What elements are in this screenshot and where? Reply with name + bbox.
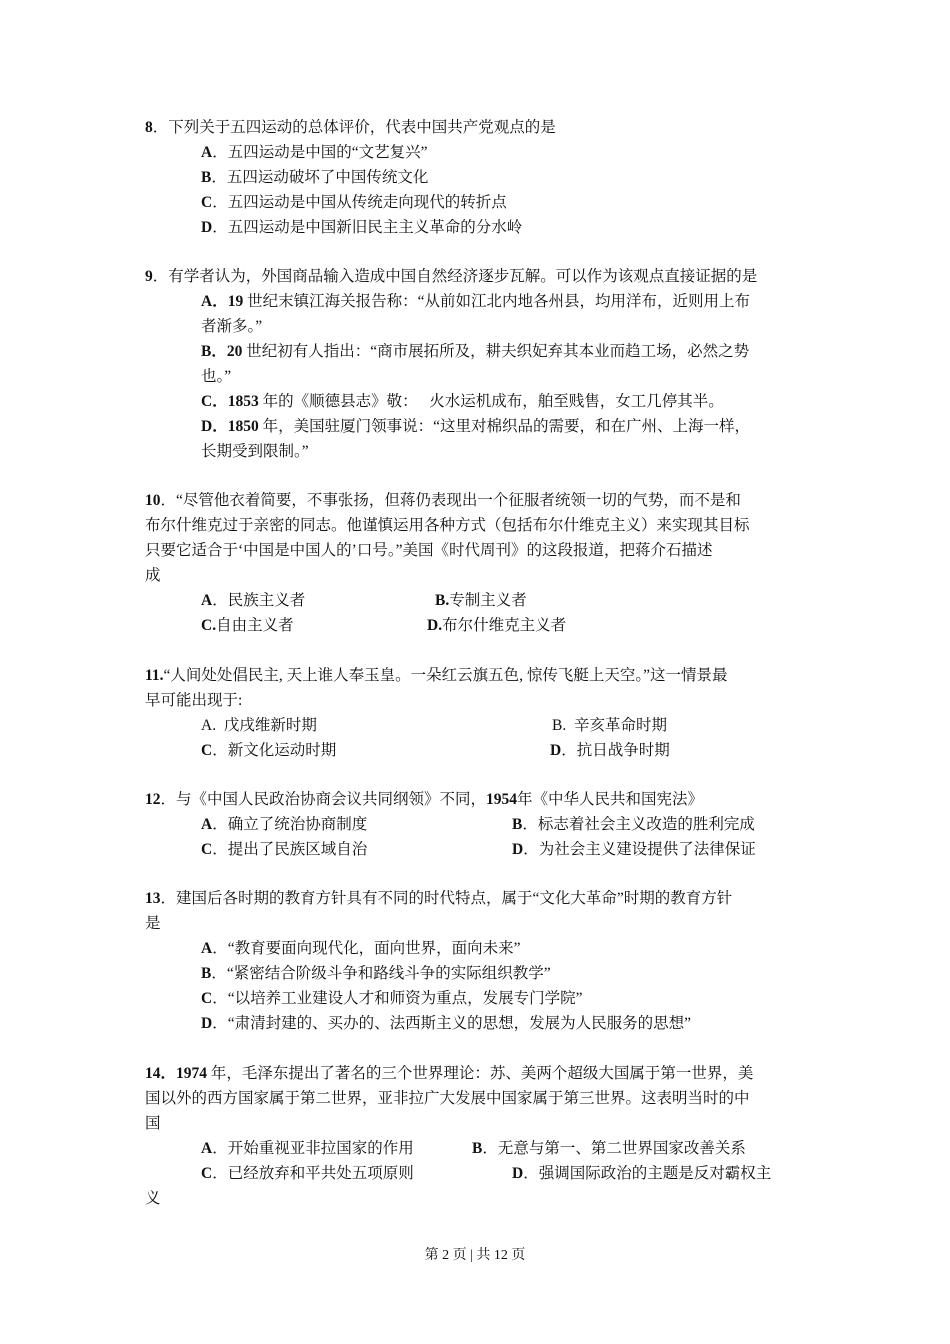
option-letter: D [512,841,524,858]
option-letter: A [201,1140,213,1157]
option-letter: C [201,990,213,1007]
option-text: ．无意与第一、第二世界国家改善关系 [482,1140,746,1157]
option-text: ．为社会主义建设提供了法律保证 [523,841,756,858]
question-11-stem [145,666,728,686]
option-letter: D [550,742,562,759]
option-letter: A. [201,717,217,734]
stem-text: 国以外的西方国家属于第二世界，亚非拉广大发展中国家属于第三世界。这表明当时的中 [145,1090,750,1107]
stem-text: 年《中华人民共和国宪法》 [517,791,704,808]
option-a: A．19 世纪末镇江海关报告称：“从前如江北内地各州县，均用洋布，近则用上布 [201,293,750,310]
option-text: ．新文化运动时期 [212,742,337,759]
option-text: ．五四运动是中国新旧民主主义革命的分水岭 [212,219,523,236]
option-b [552,716,667,736]
option-letter: B [512,816,523,833]
option-text: 自由主义者 [216,617,294,634]
year: 1850 [227,418,259,435]
question-number: 10 [145,492,161,509]
stem-text: 只要它适合于‘中国是中国人的’口号。”美国《时代周刊》的这段报道，把蒋介石描述 [145,542,713,559]
option-b: B．20 世纪初有人指出：“商市展拓所及，耕夫织妃弃其本业而趋工场，必然之势 [201,343,750,360]
option-text: ．开始重视亚非拉国家的作用 [212,1140,414,1157]
option-letter: C [201,393,213,410]
option-text: 年，美国驻厦门领事说：“这里对棉织品的需要，和在广州、上海一样， [262,418,750,435]
option-letter: D [201,1015,213,1032]
option-letter: D [512,1165,524,1182]
stem-text: 国 [145,1115,161,1132]
option-text: ．五四运动是中国的“文艺复兴” [212,144,428,161]
option-letter: A [201,592,213,609]
option-letter: C [201,194,213,211]
stem-text: ．与《中国人民政治协商会议共同纲领》不同， [160,791,487,808]
stem-text: 年，毛泽东提出了著名的三个世界理论：苏、美两个超级大国属于第一世界，美 [210,1065,754,1082]
option-letter: B [201,343,212,360]
option-text: 布尔什维克主义者 [442,617,567,634]
option-text: ．“紧密结合阶级斗争和路线斗争的实际组织教学” [211,965,551,982]
stem-text: ．建国后各时期的教育方针具有不同的时代特点，属于“文化大革命”时期的教育方针 [160,890,733,907]
year: 1954 [486,791,518,808]
option-c [201,840,367,860]
question-12-stem [145,790,703,810]
option-text: 世纪末镇江海关报告称：“从前如江北内地各州县，均用洋布，近则用上布 [247,293,750,310]
option-c [201,616,294,636]
option-text: ．“以培养工业建设人才和师资为重点，发展专门学院” [212,990,583,1007]
option-letter: C [201,841,213,858]
stem-text: 早可能出现于: [145,692,243,709]
option-text: ．确立了统治协商制度 [212,816,368,833]
option-c [201,741,336,761]
option-letter: A [201,293,213,310]
question-number: 11. [145,667,164,684]
option-text: ．五四运动是中国从传统走向现代的转折点 [212,194,507,211]
option-d [201,218,522,238]
year: 1853 [227,393,259,410]
option-d [512,1164,771,1184]
option-d: D．1850 年，美国驻厦门领事说：“这里对棉织品的需要，和在广州、上海一样， [201,418,750,435]
option-text: ．“肃清封建的、买办的、法西斯主义的思想，发展为人民服务的思想” [212,1015,691,1032]
option-letter: B. [552,717,567,734]
option-letter: B [201,965,212,982]
option-letter: A [201,144,213,161]
question-number: 14 [145,1065,161,1082]
option-letter: D [201,219,213,236]
question-number: 8 [145,119,153,136]
option-letter: D. [427,617,443,634]
option-a [201,716,317,736]
page-footer: 第 2 页 | 共 12 页 [424,1248,526,1263]
option-letter: C [201,1165,213,1182]
option-text: ．民族主义者 [212,592,306,609]
option-a [201,939,520,959]
option-d-continuation: 长期受到限制。” [201,443,309,460]
option-a [201,143,427,163]
question-number: 13 [145,890,161,907]
option-text: ．标志着社会主义改造的胜利完成 [522,816,755,833]
option-text: 年的《顺德县志》敬： 火水运机成布，舶至贱售，女工几停其半。 [262,393,724,410]
option-c [201,1164,414,1184]
stem-text: “人间处处倡民主, 天上谁人奉玉皇。一朵红云旗五色, 惊传飞艇上天空。”这一情景最 [163,667,728,684]
option-letter: A [201,816,213,833]
option-b [201,964,551,984]
option-a [201,591,305,611]
option-text: 辛亥革命时期 [573,717,667,734]
option-d [512,840,756,860]
question-9-stem [145,267,757,287]
option-b [435,591,527,611]
option-a [201,815,367,835]
option-c [201,193,507,213]
stem-text: 成 [145,567,161,584]
option-d-continuation: 义 [145,1190,161,1207]
option-d [201,1014,691,1034]
option-text: ．提出了民族区域自治 [212,841,368,858]
stem-text: ．有学者认为，外国商品输入造成中国自然经济逐步瓦解。可以作为该观点直接证据的是 [152,268,758,285]
option-b [512,815,755,835]
option-text: ．强调国际政治的主题是反对霸权主 [523,1165,772,1182]
option-b-continuation: 也。” [201,368,232,385]
option-a-continuation: 者渐多。” [201,318,263,335]
option-text: 专制主义者 [449,592,527,609]
option-c: C．1853 年的《顺德县志》敬： 火水运机成布，舶至贱售，女工几停其半。 [201,393,724,410]
option-letter: C. [201,617,217,634]
option-letter: B [472,1140,483,1157]
option-letter: C [201,742,213,759]
option-a [201,1139,414,1159]
stem-text: 是 [145,915,161,932]
stem-text: ．下列关于五四运动的总体评价，代表中国共产党观点的是 [152,119,556,136]
option-letter: D [201,418,213,435]
option-text: 世纪初有人指出：“商市展拓所及，耕夫织妃弃其本业而趋工场，必然之势 [246,343,750,360]
option-text: ．“教育要面向现代化，面向世界，面向未来” [212,940,521,957]
question-number: 12 [145,791,161,808]
option-text: ．已经放弃和平共处五项原则 [212,1165,414,1182]
question-10-stem [145,491,741,511]
option-c [201,989,582,1009]
option-letter: A [201,940,213,957]
option-text: ．抗日战争时期 [561,742,670,759]
option-letter: B. [435,592,450,609]
option-d [427,616,566,636]
question-13-stem [145,889,732,909]
year: 19 [227,293,244,310]
question-14-stem: 14．1974 年，毛泽东提出了著名的三个世界理论：苏、美两个超级大国属于第一世界，美 [145,1065,754,1082]
option-letter: B [201,169,212,186]
question-8-stem [145,118,556,138]
option-b [201,168,428,188]
option-text: ．五四运动破坏了中国传统文化 [211,169,429,186]
stem-text: ．“尽管他衣着简要，不事张扬，但蒋仍表现出一个征服者统领一切的气势，而不是和 [160,492,741,509]
year: 1974 [176,1065,208,1082]
stem-text: 布尔什维克过于亲密的同志。他谨慎运用各种方式（包括布尔什维克主义）来实现其目标 [145,517,750,534]
year: 20 [226,343,243,360]
question-number: 9 [145,268,153,285]
option-text: 戊戌维新时期 [223,717,317,734]
option-b [472,1139,746,1159]
option-d [550,741,670,761]
